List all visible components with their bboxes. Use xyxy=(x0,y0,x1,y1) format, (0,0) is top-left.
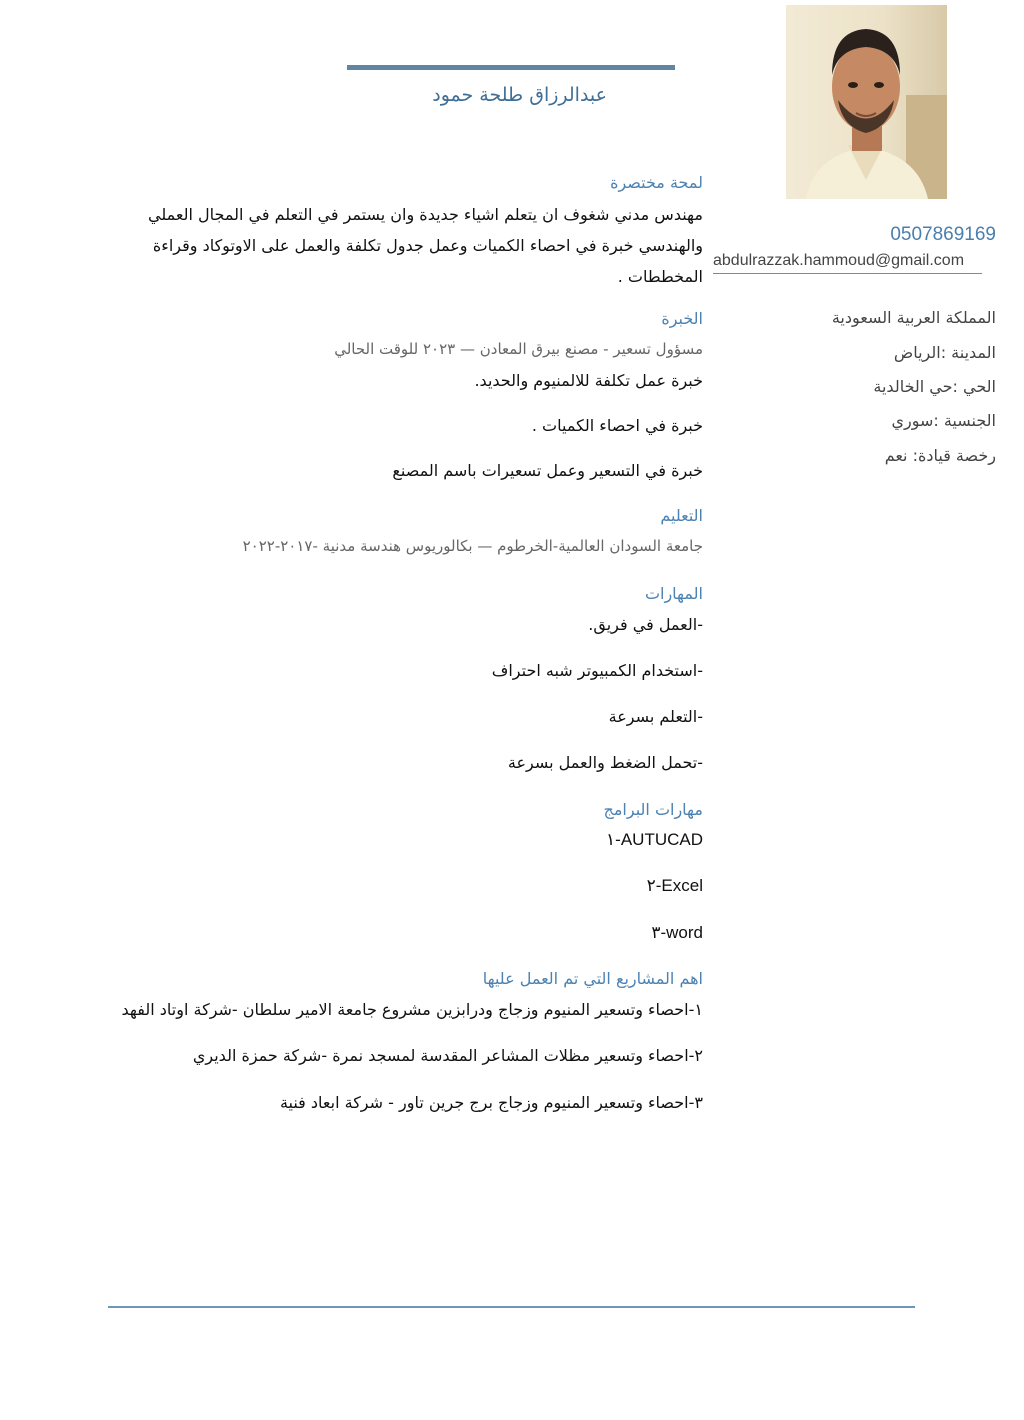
footer-rule xyxy=(108,1306,915,1308)
project-item: ٢-احصاء وتسعير مظلات المشاعر المقدسة لمسجد نمرة -شركة حمزة الديري xyxy=(192,1046,703,1065)
experience-item: خبرة في احصاء الكميات . xyxy=(531,416,703,435)
project-item: ١-احصاء وتسعير المنيوم وزجاج ودرابزين مشروع جامعة الامير سلطان -شركة اوتاد الفهد xyxy=(121,1000,703,1019)
header-rule xyxy=(347,65,675,70)
phone-number[interactable]: 0507869169 xyxy=(890,224,996,245)
info-license: رخصة قيادة: نعم xyxy=(884,446,996,465)
skill-item: -تحمل الضغط والعمل بسرعة xyxy=(507,753,703,772)
software-heading: مهارات البرامج xyxy=(603,800,703,819)
software-item: AUTUCAD-١ xyxy=(606,830,703,849)
person-name: عبدالرزاق طلحة حمود xyxy=(432,84,607,106)
summary-heading: لمحة مختصرة xyxy=(610,173,703,192)
profile-photo xyxy=(786,5,947,199)
skill-item: -العمل في فريق. xyxy=(588,615,703,634)
education-heading: التعليم xyxy=(660,506,703,525)
project-item: ٣-احصاء وتسعير المنيوم وزجاج برج جرين تاور - شركة ابعاد فنية xyxy=(279,1093,703,1112)
skills-heading: المهارات xyxy=(644,584,703,603)
software-item: Excel-٢ xyxy=(646,876,703,895)
email-address[interactable]: abdulrazzak.hammoud@gmail.com xyxy=(713,252,982,274)
skill-item: -استخدام الكمبيوتر شبه احتراف xyxy=(491,661,703,680)
summary-text: مهندس مدني شغوف ان يتعلم اشياء جديدة وان يستمر في التعلم في المجال العملي والهندسي خبرة في احصاء الكميات وعمل جدول تكلفة والعمل على الاوتوكاد وقراءة المخططات . xyxy=(148,205,703,286)
experience-heading: الخبرة xyxy=(661,309,703,328)
info-district: الحي :حي الخالدية xyxy=(873,377,996,396)
info-nationality: الجنسية :سوري xyxy=(891,411,996,430)
portrait-icon xyxy=(786,5,947,199)
experience-item: خبرة في التسعير وعمل تسعيرات باسم المصنع xyxy=(392,461,703,480)
experience-role: مسؤول تسعير - مصنع بيرق المعادن — ٢٠٢٣ للوقت الحالي xyxy=(334,340,703,358)
info-city: المدينة :الرياض xyxy=(893,343,996,362)
experience-item: خبرة عمل تكلفة للالمنيوم والحديد. xyxy=(474,371,703,390)
education-line: جامعة السودان العالمية-الخرطوم — بكالوريوس هندسة مدنية -٢٠١٧-٢٠٢٢ xyxy=(242,537,703,555)
software-item: word-٣ xyxy=(651,923,703,942)
info-country: المملكة العربية السعودية xyxy=(831,308,996,327)
skill-item: -التعلم بسرعة xyxy=(608,707,703,726)
projects-heading: اهم المشاريع التي تم العمل عليها xyxy=(482,969,703,988)
